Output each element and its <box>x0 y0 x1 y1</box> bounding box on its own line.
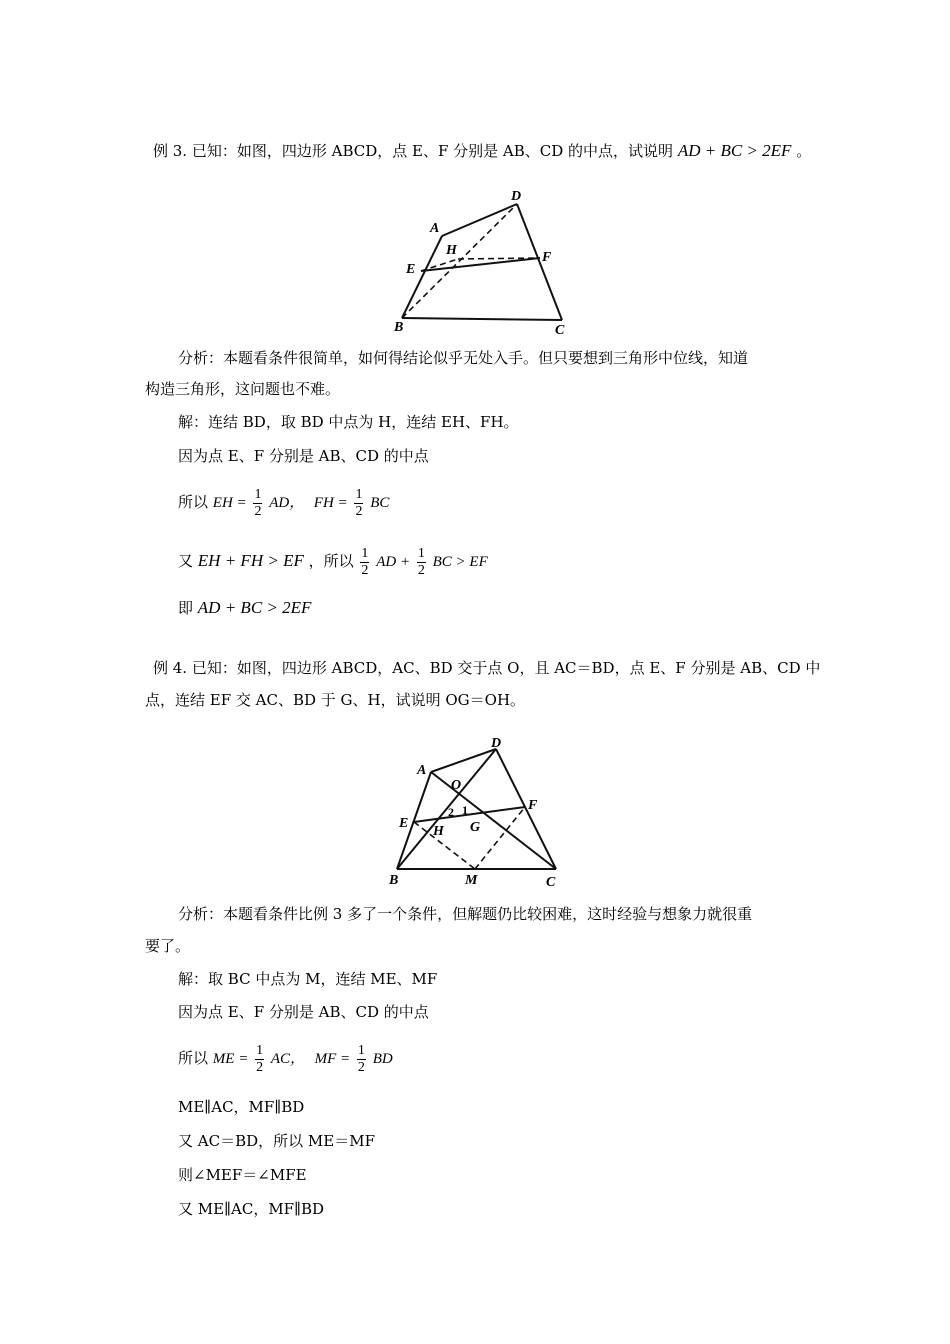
ex4-figure <box>385 734 575 889</box>
ex4-label-f: F <box>528 798 538 813</box>
ex4-label-b: B <box>389 873 399 888</box>
ex3-label-h: H <box>446 243 457 258</box>
ex3-because: 因为点 E、F 分别是 AB、CD 的中点 <box>178 447 429 465</box>
ex3-also-label: 又 <box>178 552 194 570</box>
ex4-eq1-lhs: ME = <box>212 1051 249 1067</box>
ex3-frac3-den: 2 <box>361 562 369 578</box>
ex3-bc-term: BC > EF <box>432 554 488 570</box>
ex3-end: 。 <box>796 142 812 160</box>
ex4-solution: 解：取 BC 中点为 M，连结 ME、MF <box>178 970 438 988</box>
ex3-half-fraction-3 <box>360 546 369 579</box>
ex4-so-label: 所以 <box>178 1049 209 1067</box>
ex3-ji-label: 即 <box>178 599 194 617</box>
ex3-frac1-num: 1 <box>254 486 262 502</box>
ex4-parallel2: 又 ME∥AC，MF∥BD <box>178 1200 325 1218</box>
ex3-frac1-den: 2 <box>254 503 262 519</box>
ex3-so-label: 所以 <box>178 493 209 511</box>
ex3-half-fraction-1 <box>253 487 262 520</box>
ex4-frac2-num: 1 <box>357 1042 365 1058</box>
ex3-label-a: A <box>430 221 440 236</box>
ex4-eq2-rhs: BD <box>372 1051 393 1067</box>
ex3-label-c: C <box>555 323 565 336</box>
ex4-statement-line2: 点，连结 EF 交 AC、BD 于 G、H，试说明 OG＝OH。 <box>145 691 526 709</box>
ex3-ad-term: AD + <box>376 554 411 570</box>
ex3-solution: 解：连结 BD，取 BD 中点为 H，连结 EH、FH。 <box>178 413 519 431</box>
ex3-half-fraction-4 <box>417 546 426 579</box>
ex3-statement <box>153 141 811 161</box>
ex3-final: AD + BC > 2EF <box>197 598 312 617</box>
ex4-label-c: C <box>546 875 556 889</box>
ex3-analysis-line2: 构造三角形，这问题也不难。 <box>145 380 341 398</box>
ex4-label-angle2: 2 <box>448 805 454 819</box>
ex4-label-g: G <box>470 820 481 835</box>
ex3-frac2-num: 1 <box>355 486 363 502</box>
ex3-eq1-rhs: AD， <box>269 495 305 511</box>
ex3-label-f: F <box>542 250 552 265</box>
ex4-equal: 又 AC＝BD，所以 ME＝MF <box>178 1132 375 1150</box>
ex3-frac3-num: 1 <box>361 545 369 561</box>
ex4-label-a: A <box>417 763 427 778</box>
ex3-eq2-rhs: BC <box>370 495 390 511</box>
ex3-frac4-num: 1 <box>417 545 425 561</box>
ex3-so2: ，所以 <box>308 552 354 570</box>
ex3-half-fraction-2 <box>354 487 363 520</box>
ex3-prefix: 例 3. 已知：如图，四边形 ABCD，点 E、F 分别是 AB、CD 的中点，试说明 <box>153 142 674 160</box>
ex4-frac1-den: 2 <box>256 1059 264 1075</box>
ex3-frac4-den: 2 <box>417 562 425 578</box>
ex3-ineq1: EH + FH > EF <box>197 551 304 570</box>
ex4-analysis-line2: 要了。 <box>145 937 191 955</box>
ex3-inequality <box>178 542 488 581</box>
ex3-frac2-den: 2 <box>355 503 363 519</box>
ex4-frac1-num: 1 <box>256 1042 264 1058</box>
ex3-claim: AD + BC > 2EF <box>677 141 792 160</box>
ex4-half-fraction-1 <box>255 1043 264 1076</box>
ex3-eq1-lhs: EH = <box>212 495 247 511</box>
ex4-half-fraction-2 <box>357 1043 366 1076</box>
ex3-label-e: E <box>406 262 416 277</box>
ex4-label-d: D <box>491 736 502 751</box>
ex3-analysis-line1: 分析：本题看条件很简单，如何得结论似乎无处入手。但只要想到三角形中位线，知道 <box>178 349 749 367</box>
ex4-equation <box>178 1039 393 1078</box>
ex3-equation <box>178 483 389 522</box>
ex4-eq1-rhs: AC， <box>270 1051 306 1067</box>
ex4-label-angle1: 1 <box>462 803 468 817</box>
ex4-frac2-den: 2 <box>357 1059 365 1075</box>
ex3-eq2-lhs: FH = <box>313 495 348 511</box>
ex4-parallel: ME∥AC，MF∥BD <box>178 1098 305 1116</box>
ex3-conclusion <box>178 598 311 618</box>
ex4-statement-line1: 例 4. 已知：如图，四边形 ABCD，AC、BD 交于点 O，且 AC＝BD，点 E、F 分别是 AB、CD 中 <box>153 659 821 677</box>
ex3-label-b: B <box>394 320 404 335</box>
ex4-angle: 则∠MEF＝∠MFE <box>178 1166 307 1184</box>
ex4-label-h: H <box>433 824 444 839</box>
ex4-analysis-line1: 分析：本题看条件比例 3 多了一个条件，但解题仍比较困难，这时经验与想象力就很重 <box>178 905 753 923</box>
ex4-because: 因为点 E、F 分别是 AB、CD 的中点 <box>178 1003 429 1021</box>
ex4-label-e: E <box>399 816 409 831</box>
ex4-label-m: M <box>465 873 478 888</box>
ex3-figure <box>390 186 580 336</box>
ex4-label-o: O <box>451 778 462 793</box>
ex4-eq2-lhs: MF = <box>314 1051 351 1067</box>
ex3-label-d: D <box>511 189 522 204</box>
